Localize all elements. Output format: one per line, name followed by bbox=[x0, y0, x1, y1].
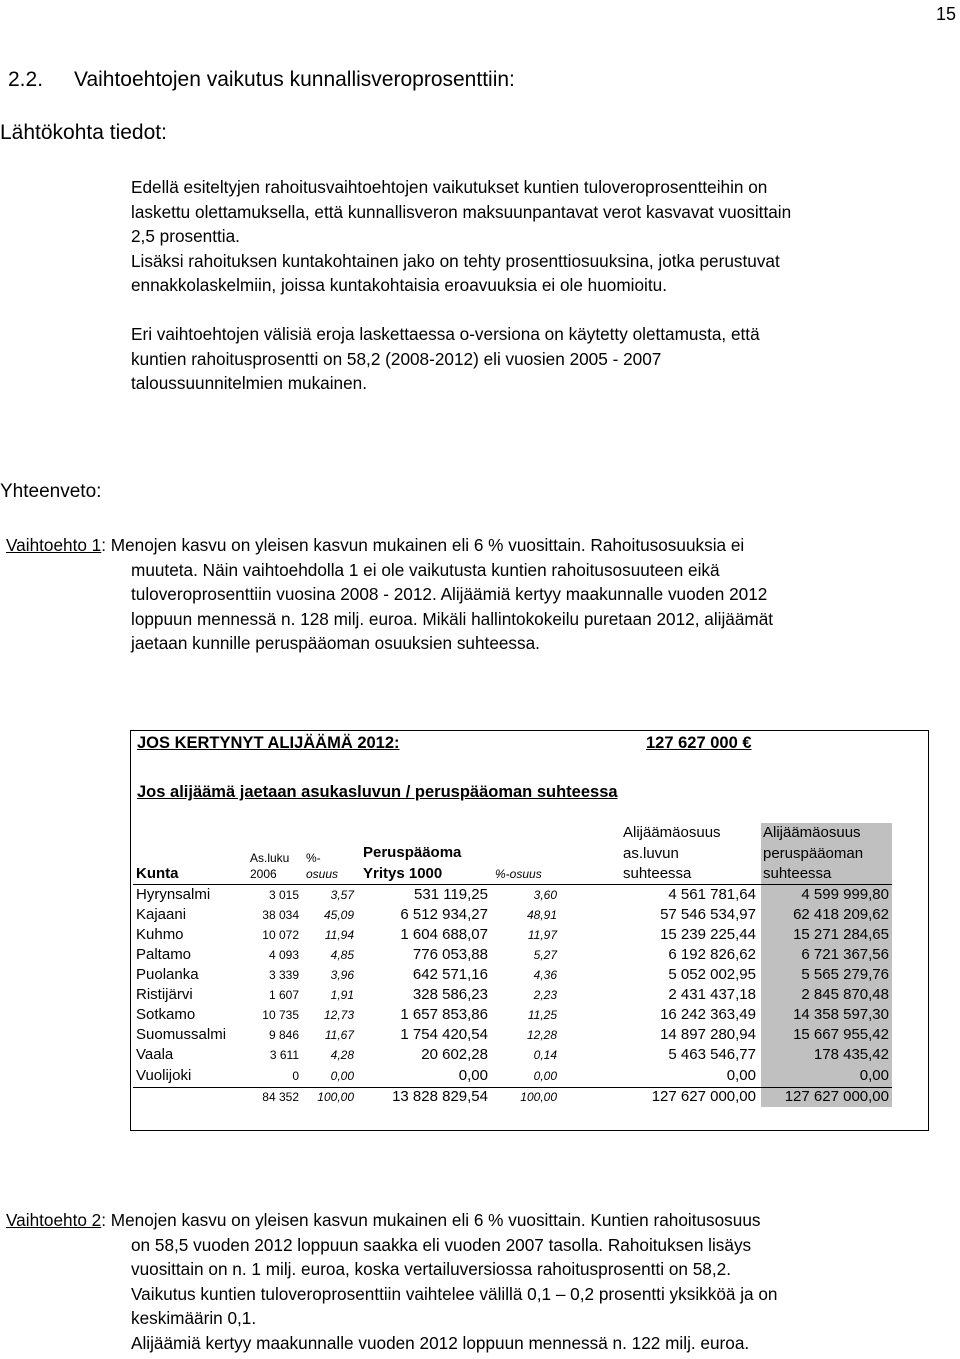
cell-asluku: 84 352 bbox=[262, 1090, 299, 1104]
cell-peruspaaoma: 20 602,28 bbox=[421, 1046, 488, 1063]
cell-ali-pp: 5 565 279,76 bbox=[801, 966, 889, 983]
option-1-label: Vaihtoehto 1 bbox=[6, 535, 102, 555]
header-ali-pp-2: peruspääoman bbox=[763, 845, 864, 862]
cell-peruspaaoma: 642 571,16 bbox=[412, 966, 488, 983]
cell-osuus: 0,00 bbox=[330, 1069, 354, 1083]
cell-ali-as: 4 561 781,64 bbox=[668, 886, 756, 903]
summary-heading: Yhteenveto: bbox=[0, 481, 102, 502]
section-heading bbox=[8, 68, 515, 92]
header-peruspaaoma-1: Peruspääoma bbox=[363, 844, 462, 861]
assumption-line: taloussuunnitelmien mukainen. bbox=[131, 373, 367, 393]
cell-asluku: 0 bbox=[292, 1069, 299, 1083]
cell-asluku: 4 093 bbox=[268, 948, 299, 962]
intro-line: Edellä esiteltyjen rahoitusvaihtoehtojen vaikutukset kuntien tuloveroprosentteihin on bbox=[131, 177, 768, 197]
cell-ali-as: 2 431 437,18 bbox=[668, 986, 756, 1003]
cell-ali-as: 5 463 546,77 bbox=[668, 1046, 756, 1063]
cell-pposuus: 48,91 bbox=[526, 908, 557, 922]
header-osuus-1: %- bbox=[306, 851, 321, 865]
cell-pposuus: 5,27 bbox=[533, 948, 557, 962]
header-ali-as-3: suhteessa bbox=[623, 865, 692, 882]
cell-ali-pp: 2 845 870,48 bbox=[801, 986, 889, 1003]
option-2-paragraph bbox=[6, 1208, 956, 1355]
cell-ali-pp: 15 271 284,65 bbox=[793, 926, 889, 943]
assumption-line: kuntien rahoitusprosentti on 58,2 (2008-2012) eli vuosien 2005 - 2007 bbox=[131, 348, 662, 369]
cell-asluku: 10 072 bbox=[262, 928, 299, 942]
cell-asluku: 3 015 bbox=[268, 888, 299, 902]
cell-osuus: 1,91 bbox=[330, 988, 354, 1002]
cell-ali-pp: 0,00 bbox=[859, 1067, 889, 1084]
cell-osuus: 4,28 bbox=[330, 1048, 354, 1062]
header-ali-pp-3: suhteessa bbox=[763, 865, 832, 882]
option-2-line: Alijäämiä kertyy maakunnalle vuoden 2012 loppuun mennessä n. 122 milj. euroa. bbox=[131, 1332, 750, 1353]
header-asluku-2: 2006 bbox=[250, 867, 277, 881]
intro-line: ennakkolaskelmiin, joissa kuntakohtaisia eroavuuksia ei ole huomioitu. bbox=[131, 275, 667, 295]
cell-ali-as: 16 242 363,49 bbox=[660, 1006, 756, 1023]
cell-ali-pp: 15 667 955,42 bbox=[793, 1026, 889, 1043]
cell-ali-as: 15 239 225,44 bbox=[660, 926, 756, 943]
cell-peruspaaoma: 13 828 829,54 bbox=[392, 1088, 488, 1105]
option-2-line: Vaikutus kuntien tuloveroprosenttiin vaihtelee välillä 0,1 – 0,2 prosentti yksikköä ja on bbox=[131, 1283, 778, 1304]
box-subtitle-text: Jos alijäämä jaetaan asukasluvun / peruspääoman suhteessa bbox=[137, 783, 618, 801]
option-2-label: Vaihtoehto 2 bbox=[6, 1210, 102, 1230]
cell-kunta: Kuhmo bbox=[136, 926, 184, 943]
cell-peruspaaoma: 776 053,88 bbox=[412, 946, 488, 963]
cell-osuus: 45,09 bbox=[323, 908, 354, 922]
cell-osuus: 100,00 bbox=[317, 1090, 354, 1104]
subheading: Lähtökohta tiedot: bbox=[0, 121, 167, 144]
header-asluku-1: As.luku bbox=[250, 851, 290, 865]
header-ali-as-2: as.luvun bbox=[623, 845, 679, 862]
cell-osuus: 11,67 bbox=[324, 1028, 354, 1042]
cell-pposuus: 11,97 bbox=[527, 928, 557, 942]
option-2-line: on 58,5 vuoden 2012 loppuun saakka eli vuoden 2007 tasolla. Rahoituksen lisäys bbox=[131, 1234, 752, 1255]
cell-peruspaaoma: 531 119,25 bbox=[414, 886, 488, 903]
cell-kunta: Hyrynsalmi bbox=[136, 886, 211, 903]
cell-pposuus: 12,28 bbox=[526, 1028, 557, 1042]
section-title: Vaihtoehtojen vaikutus kunnallisveroprosenttiin: bbox=[74, 68, 515, 91]
cell-ali-pp: 178 435,42 bbox=[813, 1046, 889, 1063]
assumption-paragraph bbox=[131, 322, 931, 396]
cell-kunta: Paltamo bbox=[136, 946, 192, 963]
option-2-line: vuosittain on n. 1 milj. euroa, koska vertailuversiossa rahoitusprosentti on 58,2. bbox=[131, 1259, 731, 1279]
intro-line: Lisäksi rahoituksen kuntakohtainen jako on tehty prosenttiosuuksina, jotka perustuvat bbox=[131, 250, 780, 271]
header-peruspaaoma-2: Yritys 1000 bbox=[363, 865, 443, 882]
cell-peruspaaoma: 6 512 934,27 bbox=[400, 906, 488, 923]
cell-osuus: 4,85 bbox=[330, 948, 354, 962]
cell-pposuus: 11,25 bbox=[527, 1008, 557, 1022]
option-2-first-line: : Menojen kasvu on yleisen kasvun mukainen eli 6 % vuosittain. Kuntien rahoitusosuus bbox=[101, 1210, 761, 1230]
cell-ali-as: 14 897 280,94 bbox=[660, 1026, 756, 1043]
header-kunta: Kunta bbox=[136, 865, 179, 882]
cell-asluku: 1 607 bbox=[268, 988, 299, 1002]
header-ali-as-1: Alijäämäosuus bbox=[623, 824, 721, 841]
cell-ali-pp: 127 627 000,00 bbox=[784, 1088, 889, 1105]
cell-kunta: Puolanka bbox=[136, 966, 199, 983]
cell-pposuus: 3,60 bbox=[533, 888, 557, 902]
cell-ali-as: 0,00 bbox=[726, 1067, 756, 1084]
cell-peruspaaoma: 1 604 688,07 bbox=[400, 926, 488, 943]
cell-ali-pp: 4 599 999,80 bbox=[801, 886, 889, 903]
option-1-line: jaetaan kunnille peruspääoman osuuksien suhteessa. bbox=[131, 633, 540, 653]
box-title: JOS KERTYNYT ALIJÄÄMÄ 2012: bbox=[137, 734, 400, 752]
box-amount: 127 627 000 € bbox=[646, 734, 752, 752]
intro-paragraph bbox=[131, 175, 960, 298]
cell-asluku: 3 611 bbox=[269, 1048, 299, 1062]
cell-kunta: Ristijärvi bbox=[136, 986, 193, 1003]
header-ali-pp-1: Alijäämäosuus bbox=[763, 824, 861, 841]
cell-asluku: 9 846 bbox=[268, 1028, 299, 1042]
cell-kunta: Vaala bbox=[136, 1046, 174, 1063]
cell-ali-pp: 14 358 597,30 bbox=[793, 1006, 889, 1023]
cell-ali-as: 57 546 534,97 bbox=[660, 906, 756, 923]
cell-ali-as: 5 052 002,95 bbox=[668, 966, 756, 983]
cell-pposuus: 2,23 bbox=[533, 988, 557, 1002]
page-number: 15 bbox=[936, 4, 957, 24]
cell-pposuus: 0,14 bbox=[533, 1048, 557, 1062]
option-1-line: tuloveroprosenttiin vuosina 2008 - 2012. Alijäämiä kertyy maakunnalle vuoden 2012 bbox=[131, 584, 768, 604]
option-1-line: muuteta. Näin vaihtoehdolla 1 ei ole vaikutusta kuntien rahoitusosuuteen eikä bbox=[131, 559, 720, 580]
cell-asluku: 10 735 bbox=[262, 1008, 299, 1022]
cell-asluku: 38 034 bbox=[262, 908, 299, 922]
cell-asluku: 3 339 bbox=[268, 968, 299, 982]
cell-osuus: 3,57 bbox=[330, 888, 354, 902]
option-1-first-line: : Menojen kasvu on yleisen kasvun mukainen eli 6 % vuosittain. Rahoitusosuuksia ei bbox=[101, 535, 745, 555]
cell-ali-pp: 62 418 209,62 bbox=[793, 906, 889, 923]
intro-line: 2,5 prosenttia. bbox=[131, 226, 240, 246]
header-osuus-2: osuus bbox=[306, 867, 339, 881]
cell-osuus: 3,96 bbox=[330, 968, 354, 982]
cell-ali-as: 127 627 000,00 bbox=[651, 1088, 756, 1105]
cell-kunta: Suomussalmi bbox=[136, 1026, 227, 1043]
option-1-line: loppuun mennessä n. 128 milj. euroa. Mikäli hallintokokeilu puretaan 2012, alijäämät bbox=[131, 608, 774, 629]
cell-osuus: 12,73 bbox=[323, 1008, 354, 1022]
header-pposuus: %-osuus bbox=[495, 867, 542, 881]
cell-osuus: 11,94 bbox=[324, 928, 354, 942]
cell-kunta: Vuolijoki bbox=[136, 1067, 192, 1084]
box-subtitle bbox=[137, 783, 618, 802]
intro-line: laskettu olettamuksella, että kunnallisveron maksuunpantavat verot kasvavat vuosittain bbox=[131, 201, 792, 222]
section-number: 2.2. bbox=[8, 68, 44, 91]
cell-peruspaaoma: 328 586,23 bbox=[412, 986, 488, 1003]
cell-peruspaaoma: 1 657 853,86 bbox=[400, 1006, 488, 1023]
cell-peruspaaoma: 0,00 bbox=[458, 1067, 488, 1084]
cell-pposuus: 4,36 bbox=[533, 968, 557, 982]
option-1-paragraph bbox=[6, 533, 956, 656]
cell-pposuus: 0,00 bbox=[533, 1069, 557, 1083]
cell-kunta: Kajaani bbox=[136, 906, 187, 923]
option-2-line: keskimäärin 0,1. bbox=[131, 1308, 257, 1328]
cell-kunta: Sotkamo bbox=[136, 1006, 196, 1023]
cell-pposuus: 100,00 bbox=[520, 1090, 557, 1104]
assumption-line: Eri vaihtoehtojen välisiä eroja laskettaessa o-versiona on käytetty olettamusta, että bbox=[131, 324, 760, 344]
cell-peruspaaoma: 1 754 420,54 bbox=[400, 1026, 488, 1043]
cell-ali-pp: 6 721 367,56 bbox=[801, 946, 889, 963]
cell-ali-as: 6 192 826,62 bbox=[668, 946, 756, 963]
